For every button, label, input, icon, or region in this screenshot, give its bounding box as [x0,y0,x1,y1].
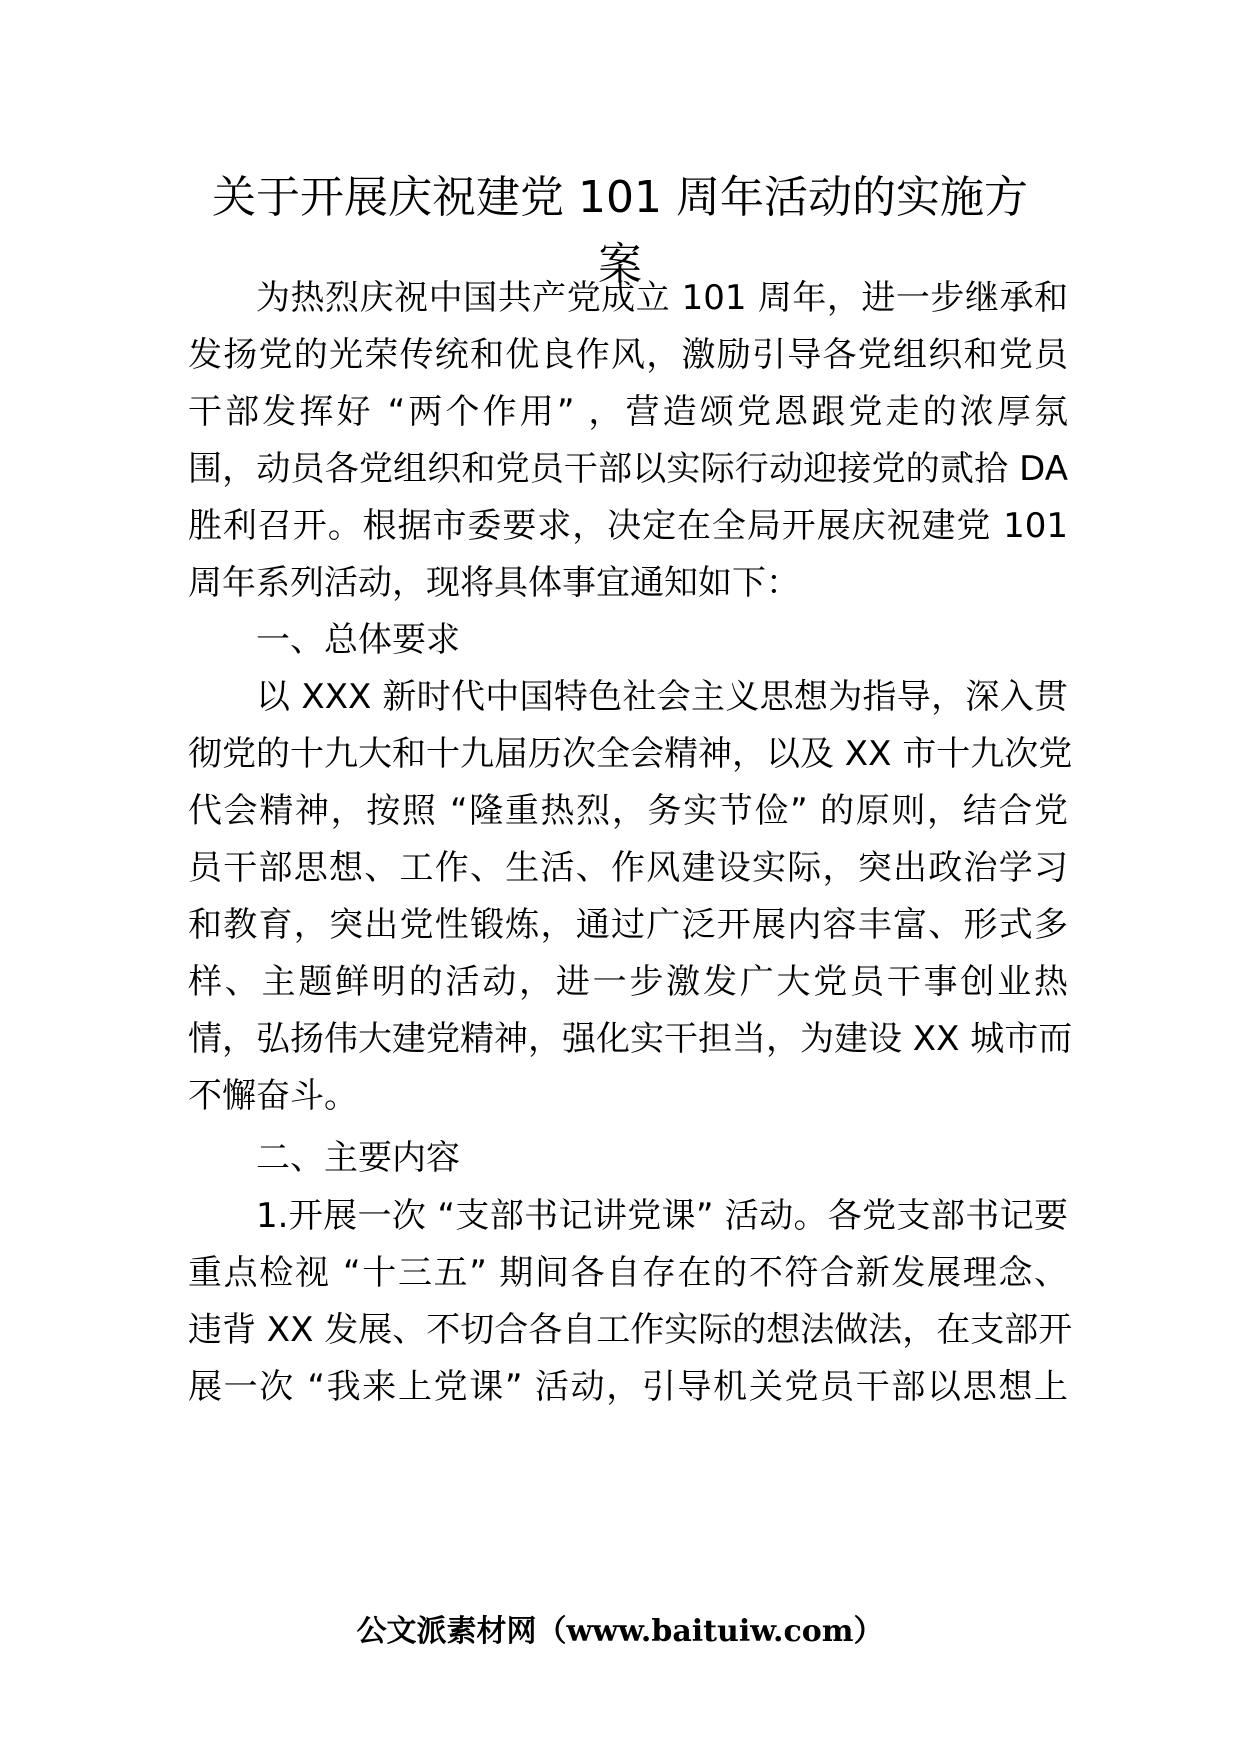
paragraph-line: 情，弘扬伟大建党精神，强化实干担当，为建设 XX 城市而 [188,1019,1073,1059]
paragraph-line: 展一次 “我来上党课” 活动，引导机关党员干部以思想上 [188,1367,1068,1407]
section-heading: 二、主要内容 [256,1138,460,1178]
paragraph-line: 和教育，突出党性锻炼，通过广泛开展内容丰富、形式多 [188,905,1068,945]
document-title-continued: 案 [598,239,642,290]
paragraph-line: 彻党的十九大和十九届历次全会精神，以及 XX 市十九次党 [188,734,1073,774]
section-heading: 一、总体要求 [256,620,460,660]
paragraph-line: 员干部思想、工作、生活、作风建设实际，突出政治学习 [188,848,1068,888]
document-title: 关于开展庆祝建党 101 周年活动的实施方 [212,172,1028,223]
paragraph-line: 围，动员各党组织和党员干部以实际行动迎接党的贰拾 DA [188,449,1068,489]
paragraph-line: 干部发挥好 “两个作用” ，营造颂党恩跟党走的浓厚氛 [188,392,1068,432]
paragraph-line: 发扬党的光荣传统和优良作风，激励引导各党组织和党员 [188,335,1068,375]
footer-watermark: 公文派素材网（www.baituiw.com） [356,1614,884,1649]
paragraph-line: 重点检视 “十三五” 期间各自存在的不符合新发展理念、 [188,1253,1068,1293]
paragraph-line: 1.开展一次 “支部书记讲党课” 活动。各党支部书记要 [256,1196,1068,1236]
paragraph-line: 以 XXX 新时代中国特色社会主义思想为指导，深入贯 [256,677,1068,717]
paragraph-line: 胜利召开。根据市委要求，决定在全局开展庆祝建党 101 [188,506,1068,546]
paragraph-line: 为热烈庆祝中国共产党成立 101 周年，进一步继承和 [256,278,1068,318]
paragraph-line: 违背 XX 发展、不切合各自工作实际的想法做法，在支部开 [188,1310,1073,1350]
paragraph-line: 周年系列活动，现将具体事宜通知如下： [188,563,800,603]
paragraph-line: 代会精神，按照 “隆重热烈，务实节俭” 的原则，结合党 [188,791,1068,831]
paragraph-line: 样、主题鲜明的活动，进一步激发广大党员干事创业热 [188,962,1068,1002]
paragraph-line: 不懈奋斗。 [188,1076,358,1116]
